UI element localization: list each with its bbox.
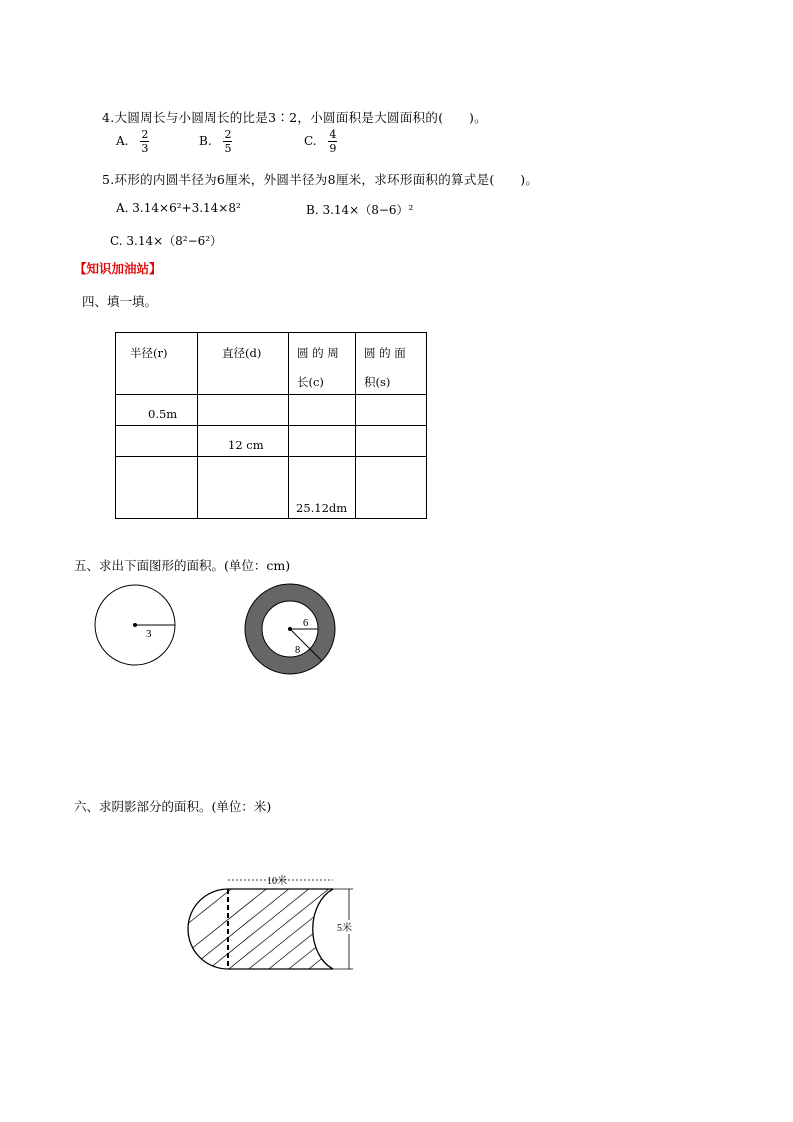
- section-6-title: 六、求阴影部分的面积。(单位：米): [74, 799, 272, 814]
- circle-figure: [90, 582, 180, 668]
- cell-radius-value: 0.5m: [148, 407, 178, 421]
- header-diameter-label: 直径(d): [222, 346, 262, 360]
- ring-inner-label: 6: [303, 618, 309, 629]
- q4-option-a-fraction: [140, 128, 149, 155]
- header-area: [356, 333, 427, 395]
- q5-option-c: C. 3.14×（8²−6²）: [110, 234, 223, 248]
- section-4-title: 四、填一填。: [82, 294, 158, 309]
- height-label: 5米: [337, 923, 352, 934]
- width-label: 10米: [267, 876, 287, 887]
- table-cell[interactable]: [289, 395, 356, 426]
- table-cell[interactable]: [198, 395, 289, 426]
- q4-option-c: [304, 128, 337, 155]
- q4-option-c-label: C.: [304, 134, 317, 148]
- header-area-line1: 圆 的 面: [364, 346, 406, 360]
- cell-diameter-value: 12 cm: [228, 438, 264, 452]
- table-cell: [289, 457, 356, 519]
- header-circumference-line2: 长(c): [297, 375, 324, 389]
- cell-circumference-value: 25.12dm: [296, 501, 348, 515]
- ring-figure: [242, 583, 340, 677]
- q4-option-a: [116, 128, 149, 155]
- q4-option-b-numerator: 2: [224, 128, 232, 141]
- right-semicircle-cutout: [313, 889, 333, 969]
- table-cell[interactable]: [356, 457, 427, 519]
- circle-radius-label: 3: [146, 628, 152, 640]
- q4-option-b: [199, 128, 232, 155]
- q4-option-a-numerator: 2: [141, 128, 149, 141]
- table-cell[interactable]: [289, 426, 356, 457]
- q5-option-a: A. 3.14×6²+3.14×8²: [116, 201, 241, 215]
- question-5-text: 5.环形的内圆半径为6厘米，外圆半径为8厘米，求环形面积的算式是( )。: [102, 172, 539, 187]
- header-radius-label: 半径(r): [130, 346, 168, 360]
- table-row: [116, 395, 427, 426]
- q4-option-a-label: A.: [116, 134, 129, 148]
- knowledge-station-title: 【知识加油站】: [74, 261, 162, 276]
- table-cell[interactable]: [116, 426, 198, 457]
- header-circumference-line1: 圆 的 周: [297, 346, 339, 360]
- section-5-title: 五、求出下面图形的面积。(单位：cm): [74, 558, 291, 573]
- left-semicircle: [188, 889, 228, 969]
- fill-in-table: [115, 332, 427, 519]
- table-cell: [116, 395, 198, 426]
- q4-option-c-denominator: 9: [329, 142, 337, 155]
- q4-option-b-fraction: [223, 128, 232, 155]
- shaded-region-figure: [185, 862, 360, 974]
- q5-option-b: B. 3.14×（8−6）²: [306, 203, 414, 217]
- table-cell[interactable]: [116, 457, 198, 519]
- q4-option-c-numerator: 4: [329, 128, 337, 141]
- table-cell[interactable]: [356, 426, 427, 457]
- ring-outer-label: 8: [295, 645, 301, 656]
- header-area-line2: 积(s): [364, 375, 391, 389]
- table-cell[interactable]: [198, 457, 289, 519]
- table-row: [116, 457, 427, 519]
- table-cell[interactable]: [356, 395, 427, 426]
- header-diameter: [198, 333, 289, 395]
- q4-option-b-denominator: 5: [224, 142, 232, 155]
- header-circumference: [289, 333, 356, 395]
- q4-option-c-fraction: [328, 128, 337, 155]
- table-cell: [198, 426, 289, 457]
- q4-option-b-label: B.: [199, 134, 212, 148]
- header-radius: [116, 333, 198, 395]
- question-4-text: 4.大圆周长与小圆周长的比是3∶2，小圆面积是大圆面积的( )。: [102, 110, 487, 125]
- q4-option-a-denominator: 3: [141, 142, 149, 155]
- table-row: [116, 426, 427, 457]
